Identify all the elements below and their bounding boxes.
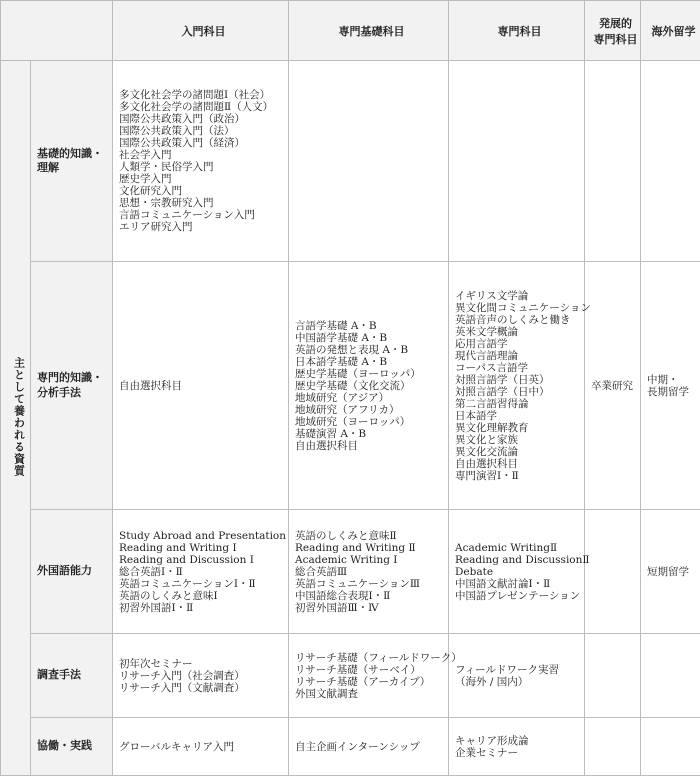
course-item: リサーチ入門（社会調査） (119, 670, 288, 682)
course-item: 日本語学基礎 A・B (295, 356, 448, 368)
course-item: Reading and Writing Ⅰ (119, 542, 288, 554)
course-item: 外国文献調査 (295, 688, 448, 700)
course-item: 異文化と家族 (455, 434, 584, 446)
course-item: 地域研究（ヨーロッパ） (295, 416, 448, 428)
cell-specialized (449, 634, 585, 718)
course-item: 国際公共政策入門（政治） (119, 113, 288, 125)
course-item: 文化研究入門 (119, 185, 288, 197)
cell-advanced (585, 718, 641, 776)
course-item: 英語の発想と表現 A・B (295, 344, 448, 356)
course-item: 地域研究（アジア） (295, 392, 448, 404)
row-basic-knowledge (1, 61, 700, 262)
cell-overseas (641, 262, 700, 510)
row-label-line: 調査手法 (37, 668, 112, 682)
row-label (31, 634, 113, 718)
row-label-line: 基礎的知識・ (37, 147, 112, 161)
row-label-line: 外国語能力 (37, 564, 112, 578)
cell-overseas (641, 61, 700, 262)
cell-advanced (585, 510, 641, 634)
course-item: 英語のしくみと意味Ⅰ (119, 590, 288, 602)
cell-specialized (449, 61, 585, 262)
course-item: 対照言語学（日英） (455, 374, 584, 386)
course-item: 基礎演習 A・B (295, 428, 448, 440)
row-label (31, 510, 113, 634)
cell-basic (289, 262, 449, 510)
course-item: リサーチ基礎（サーベイ） (295, 664, 448, 676)
course-item: 多文化社会学の諸問題Ⅱ（人文） (119, 101, 288, 113)
row-research-methods (1, 634, 700, 718)
course-item: 異文化交流論 (455, 446, 584, 458)
course-item: 中国語プレゼンテーション (455, 590, 584, 602)
course-item: 言語学基礎 A・B (295, 320, 448, 332)
course-item: 歴史学入門 (119, 173, 288, 185)
row-collaboration-practice (1, 718, 700, 776)
course-item: グローバルキャリア入門 (119, 741, 288, 753)
course-item: 歴史学基礎（ヨーロッパ） (295, 368, 448, 380)
side-label: 主として養われる資質 (11, 357, 27, 477)
header-advanced-line-2: 専門科目 (591, 31, 640, 47)
header-specialized: 専門科目 (449, 1, 585, 61)
header-intro: 入門科目 (113, 1, 289, 61)
course-item: 英語コミュニケーションⅠ・Ⅱ (119, 578, 288, 590)
course-item: 異文化間コミュニケーション (455, 302, 584, 314)
course-item: 英語のしくみと意味Ⅱ (295, 530, 448, 542)
cell-specialized (449, 262, 585, 510)
course-item: 自由選択科目 (295, 440, 448, 452)
course-item: 人類学・民俗学入門 (119, 161, 288, 173)
course-item: 応用言語学 (455, 338, 584, 350)
course-item: エリア研究入門 (119, 221, 288, 233)
course-item: 社会学入門 (119, 149, 288, 161)
cell-advanced (585, 61, 641, 262)
course-item: 第二言語習得論 (455, 398, 584, 410)
header-overseas: 海外留学 (641, 1, 700, 61)
course-item: リサーチ入門（文献調査） (119, 682, 288, 694)
course-item: 国際公共政策入門（経済） (119, 137, 288, 149)
course-item: （海外 / 国内） (455, 676, 584, 688)
course-item: 中国語学基礎 A・B (295, 332, 448, 344)
course-item: 初年次セミナー (119, 658, 288, 670)
course-item: 言語コミュニケーション入門 (119, 209, 288, 221)
course-item: 国際公共政策入門（法） (119, 125, 288, 137)
course-item: 初習外国語Ⅰ・Ⅱ (119, 602, 288, 614)
cell-specialized (449, 718, 585, 776)
course-item: 総合英語Ⅲ (295, 566, 448, 578)
row-label (31, 718, 113, 776)
course-item: 中期・ (647, 374, 700, 386)
header-corner (1, 1, 113, 61)
header-advanced (585, 1, 641, 61)
course-item: 中国語総合表現Ⅰ・Ⅱ (295, 590, 448, 602)
course-item: 自由選択科目 (119, 380, 288, 392)
course-item: 専門演習Ⅰ・Ⅱ (455, 470, 584, 482)
row-foreign-language (1, 510, 700, 634)
course-item: Academic WritingⅡ (455, 542, 584, 554)
course-item: 対照言語学（日中） (455, 386, 584, 398)
course-item: 長期留学 (647, 386, 700, 398)
cell-specialized (449, 510, 585, 634)
course-item: 多文化社会学の諸問題Ⅰ（社会） (119, 89, 288, 101)
course-item: Reading and Writing Ⅱ (295, 542, 448, 554)
course-item: Study Abroad and Presentation (119, 530, 288, 542)
row-label-line: 理解 (37, 161, 112, 175)
course-item: リサーチ基礎（フィールドワーク） (295, 652, 448, 664)
course-item: キャリア形成論 (455, 735, 584, 747)
course-item: 英語音声のしくみと働き (455, 314, 584, 326)
course-item: 異文化理解教育 (455, 422, 584, 434)
cell-advanced: 卒業研究 (585, 262, 641, 510)
course-item: Debate (455, 566, 584, 578)
course-item: 中国語文献討論Ⅰ・Ⅱ (455, 578, 584, 590)
course-item: 自主企画インターンシップ (295, 741, 448, 753)
row-specialized-knowledge (1, 262, 700, 510)
cell-basic (289, 634, 449, 718)
course-item: 英米文学概論 (455, 326, 584, 338)
cell-basic (289, 61, 449, 262)
cell-overseas (641, 718, 700, 776)
course-item: 歴史学基礎（文化交流） (295, 380, 448, 392)
course-item: Reading and DiscussionⅡ (455, 554, 584, 566)
cell-intro (113, 510, 289, 634)
row-label-line: 協働・実践 (37, 739, 112, 753)
course-item: 総合英語Ⅰ・Ⅱ (119, 566, 288, 578)
course-item: フィールドワーク実習 (455, 664, 584, 676)
cell-advanced (585, 634, 641, 718)
course-item: 自由選択科目 (455, 458, 584, 470)
cell-basic (289, 718, 449, 776)
cell-intro (113, 61, 289, 262)
course-item: 地域研究（アフリカ） (295, 404, 448, 416)
course-item: リサーチ基礎（アーカイブ） (295, 676, 448, 688)
side-label-cell (1, 61, 31, 776)
course-item: Reading and Discussion Ⅰ (119, 554, 288, 566)
course-item: コーパス言語学 (455, 362, 584, 374)
row-label (31, 61, 113, 262)
row-label (31, 262, 113, 510)
header-row (1, 1, 700, 61)
row-label-line: 専門的知識・ (37, 371, 112, 385)
cell-overseas (641, 634, 700, 718)
course-item: イギリス文学論 (455, 290, 584, 302)
course-item: 日本語学 (455, 410, 584, 422)
cell-basic (289, 510, 449, 634)
cell-intro (113, 718, 289, 776)
course-item: Academic Writing Ⅰ (295, 554, 448, 566)
course-item: 企業セミナー (455, 747, 584, 759)
course-item: 現代言語理論 (455, 350, 584, 362)
header-advanced-line-1: 発展的 (591, 15, 640, 31)
course-item: 短期留学 (647, 566, 700, 578)
course-item: 英語コミュニケーションⅢ (295, 578, 448, 590)
course-item: 思想・宗教研究入門 (119, 197, 288, 209)
course-item: 初習外国語Ⅲ・Ⅳ (295, 602, 448, 614)
cell-intro (113, 634, 289, 718)
header-basic: 専門基礎科目 (289, 1, 449, 61)
row-label-line: 分析手法 (37, 386, 112, 400)
cell-overseas (641, 510, 700, 634)
cell-intro (113, 262, 289, 510)
